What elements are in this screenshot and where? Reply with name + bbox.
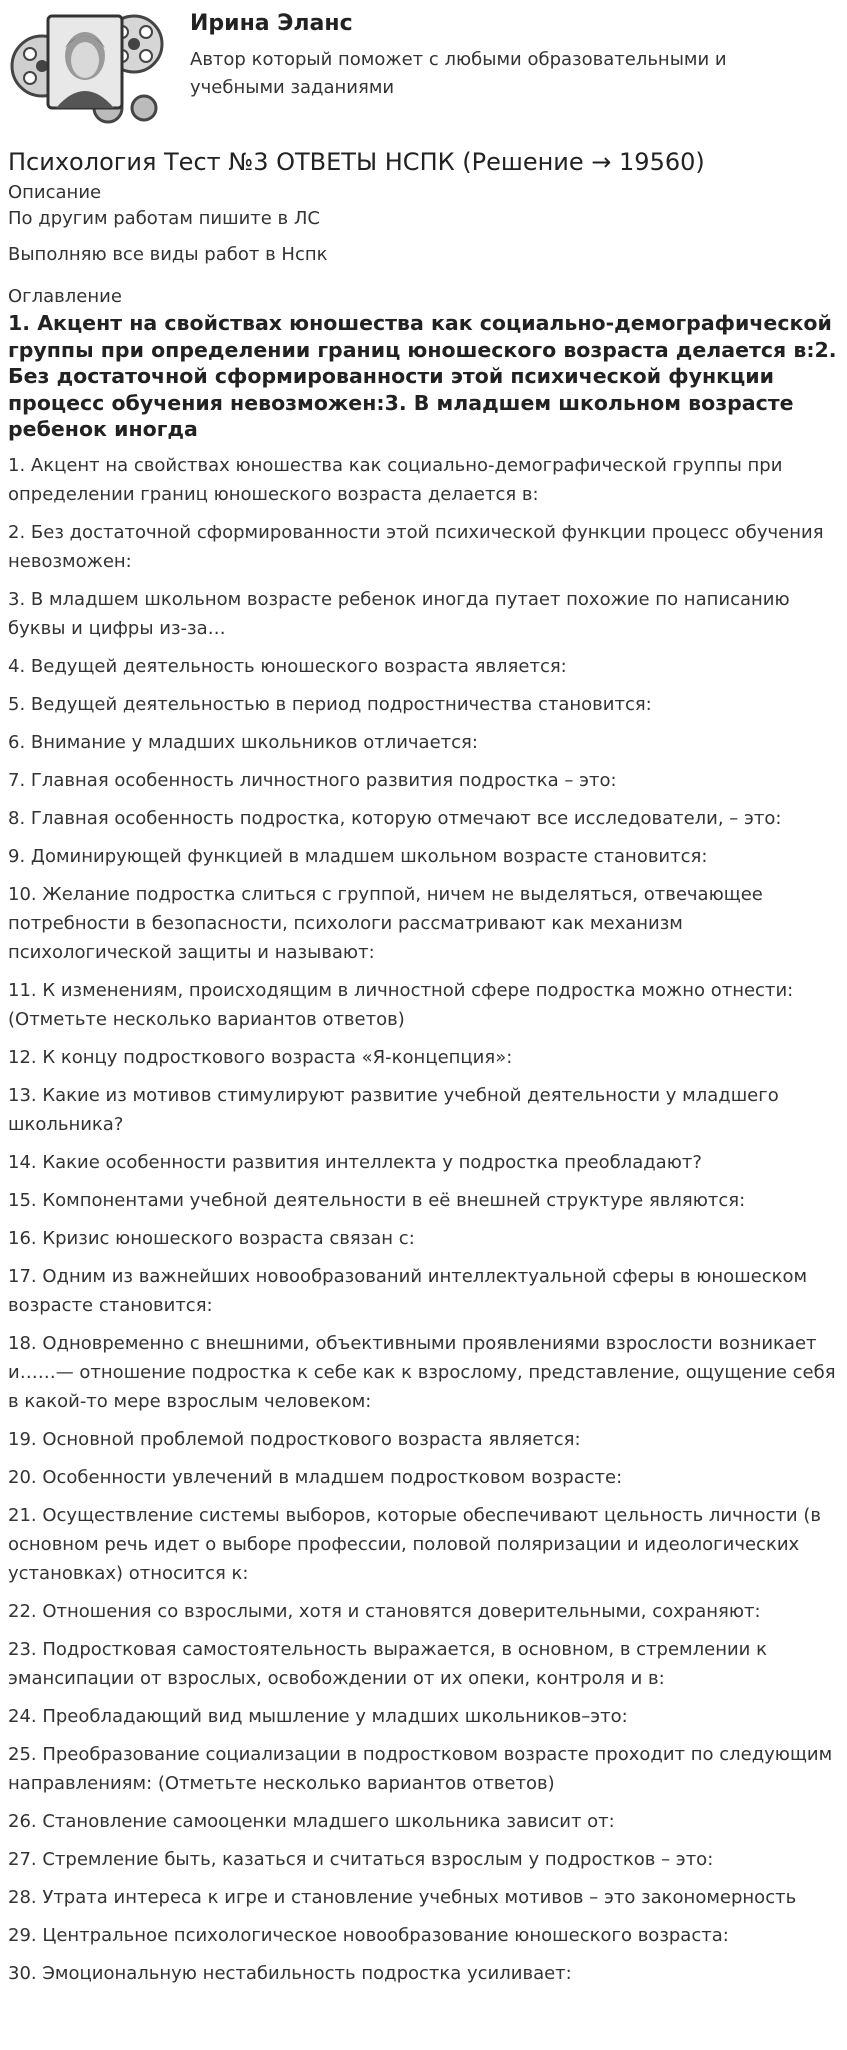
author-name[interactable]: Ирина Эланс [190, 11, 353, 36]
question-item: 12. К концу подросткового возраста «Я-концепция»: [8, 1046, 513, 1068]
question-item: 5. Ведущей деятельностью в период подростничества становится: [8, 693, 652, 715]
question-item: 6. Внимание у младших школьников отличается: [8, 731, 478, 753]
question-item: 16. Кризис юношеского возраста связан с: [8, 1227, 415, 1249]
question-item: 20. Особенности увлечений в младшем подростковом возрасте: [8, 1466, 623, 1488]
question-item: 2. Без достаточной сформированности этой психической функции процесс обучения невозможен: [8, 521, 824, 572]
question-item: 18. Одновременно с внешними, объективными проявлениями взрослости возникает и……— отношение подростка к себе как к взрослому, представление, ощущение себя в какой-то мере взрослым человеком: [8, 1332, 836, 1412]
description-label: Описание [8, 182, 102, 203]
question-item: 14. Какие особенности развития интеллекта у подростка преобладают? [8, 1151, 702, 1173]
question-item: 17. Одним из важнейших новообразований интеллектуальной сферы в юношеском возрасте становится: [8, 1265, 808, 1316]
question-item: 29. Центральное психологическое новообразование юношеского возраста: [8, 1924, 729, 1946]
description-line: Выполняю все виды работ в Нспк [8, 244, 328, 265]
description-line: По другим работам пишите в ЛС [8, 208, 320, 229]
question-item: 23. Подростковая самостоятельность выражается, в основном, в стремлении к эмансипации от взрослых, освобождении от их опеки, контроля и в: [8, 1638, 767, 1689]
author-card [8, 0, 839, 142]
toc-label: Оглавление [8, 286, 122, 307]
question-item: 25. Преобразование социализации в подростковом возрасте проходит по следующим направлениям: (Отметьте несколько вариантов ответов) [8, 1743, 833, 1794]
toc-heading: 1. Акцент на свойствах юношества как социально-демографической группы при определении границ юношеского возраста делается в:2. Без достаточной сформированности этой психической функции процесс обучения невозможен:3. В младшем школьном возрасте ребенок иногда [8, 311, 837, 441]
question-item: 22. Отношения со взрослыми, хотя и становятся доверительными, сохраняют: [8, 1600, 761, 1622]
author-text [190, 8, 790, 102]
question-list [8, 451, 838, 1988]
question-item: 11. К изменениям, происходящим в личностной сфере подростка можно отнести: (Отметьте несколько вариантов ответов) [8, 979, 794, 1030]
author-description: Автор который поможет с любыми образовательными и учебными заданиями [190, 49, 727, 98]
question-item: 19. Основной проблемой подросткового возраста является: [8, 1428, 581, 1450]
avatar[interactable] [8, 4, 168, 128]
question-item: 8. Главная особенность подростка, которую отмечают все исследователи, – это: [8, 807, 782, 829]
question-item: 26. Становление самооценки младшего школьника зависит от: [8, 1810, 615, 1832]
question-item: 10. Желание подростка слиться с группой, ничем не выделяться, отвечающее потребности в безопасности, психологи рассматривают как механизм психологической защиты и называют: [8, 883, 763, 963]
question-item: 30. Эмоциональную нестабильность подростка усиливает: [8, 1962, 572, 1984]
avatar-image [8, 4, 168, 128]
question-item: 21. Осуществление системы выборов, которые обеспечивают цельность личности (в основном речь идет о выборе профессии, половой поляризации и идеологических установках) относится к: [8, 1504, 821, 1584]
question-item: 13. Какие из мотивов стимулируют развитие учебной деятельности у младшего школьника? [8, 1084, 779, 1135]
question-item: 24. Преобладающий вид мышление у младших школьников–это: [8, 1705, 628, 1727]
page-title: Психология Тест №3 ОТВЕТЫ НСПК (Решение → 19560) [8, 148, 705, 176]
question-item: 15. Компонентами учебной деятельности в её внешней структуре являются: [8, 1189, 746, 1211]
question-item: 4. Ведущей деятельность юношеского возраста является: [8, 655, 567, 677]
question-item: 3. В младшем школьном возрасте ребенок иногда путает похожие по написанию буквы и цифры из-за… [8, 588, 790, 639]
question-item: 9. Доминирующей функцией в младшем школьном возрасте становится: [8, 845, 708, 867]
question-item: 28. Утрата интереса к игре и становление учебных мотивов – это закономерность [8, 1886, 797, 1908]
question-item: 27. Стремление быть, казаться и считаться взрослым у подростков – это: [8, 1848, 714, 1870]
question-item: 1. Акцент на свойствах юношества как социально-демографической группы при определении границ юношеского возраста делается в: [8, 454, 783, 505]
question-item: 7. Главная особенность личностного развития подростка – это: [8, 769, 617, 791]
